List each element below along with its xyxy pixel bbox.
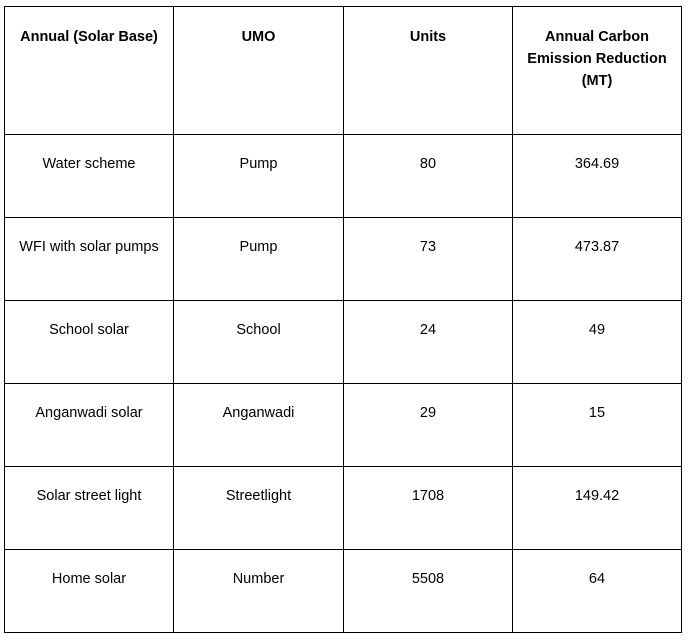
header-umo: UMO [174, 7, 344, 135]
table-row [5, 384, 682, 467]
cell-umo: Pump [174, 135, 344, 218]
cell-reduction: 49 [513, 301, 682, 384]
cell-umo: Number [174, 550, 344, 633]
cell-reduction: 473.87 [513, 218, 682, 301]
cell-units: 24 [344, 301, 513, 384]
cell-category: School solar [5, 301, 174, 384]
table-row [5, 301, 682, 384]
header-row [5, 7, 682, 135]
cell-umo: Streetlight [174, 467, 344, 550]
cell-reduction: 149.42 [513, 467, 682, 550]
table-body [5, 135, 682, 633]
header-annual-solar-base: Annual (Solar Base) [5, 7, 174, 135]
cell-units: 73 [344, 218, 513, 301]
cell-umo: Pump [174, 218, 344, 301]
cell-reduction: 64 [513, 550, 682, 633]
table-row [5, 550, 682, 633]
cell-category: Water scheme [5, 135, 174, 218]
table-row [5, 218, 682, 301]
cell-category: Anganwadi solar [5, 384, 174, 467]
cell-reduction: 364.69 [513, 135, 682, 218]
cell-umo: Anganwadi [174, 384, 344, 467]
cell-umo: School [174, 301, 344, 384]
header-units: Units [344, 7, 513, 135]
carbon-reduction-table [4, 6, 682, 633]
cell-category: Solar street light [5, 467, 174, 550]
table-row [5, 135, 682, 218]
cell-units: 29 [344, 384, 513, 467]
table-row [5, 467, 682, 550]
table-header [5, 7, 682, 135]
cell-category: WFI with solar pumps [5, 218, 174, 301]
cell-units: 1708 [344, 467, 513, 550]
cell-units: 5508 [344, 550, 513, 633]
cell-units: 80 [344, 135, 513, 218]
header-carbon-reduction: Annual Carbon Emission Reduction (MT) [513, 7, 682, 135]
cell-reduction: 15 [513, 384, 682, 467]
cell-category: Home solar [5, 550, 174, 633]
